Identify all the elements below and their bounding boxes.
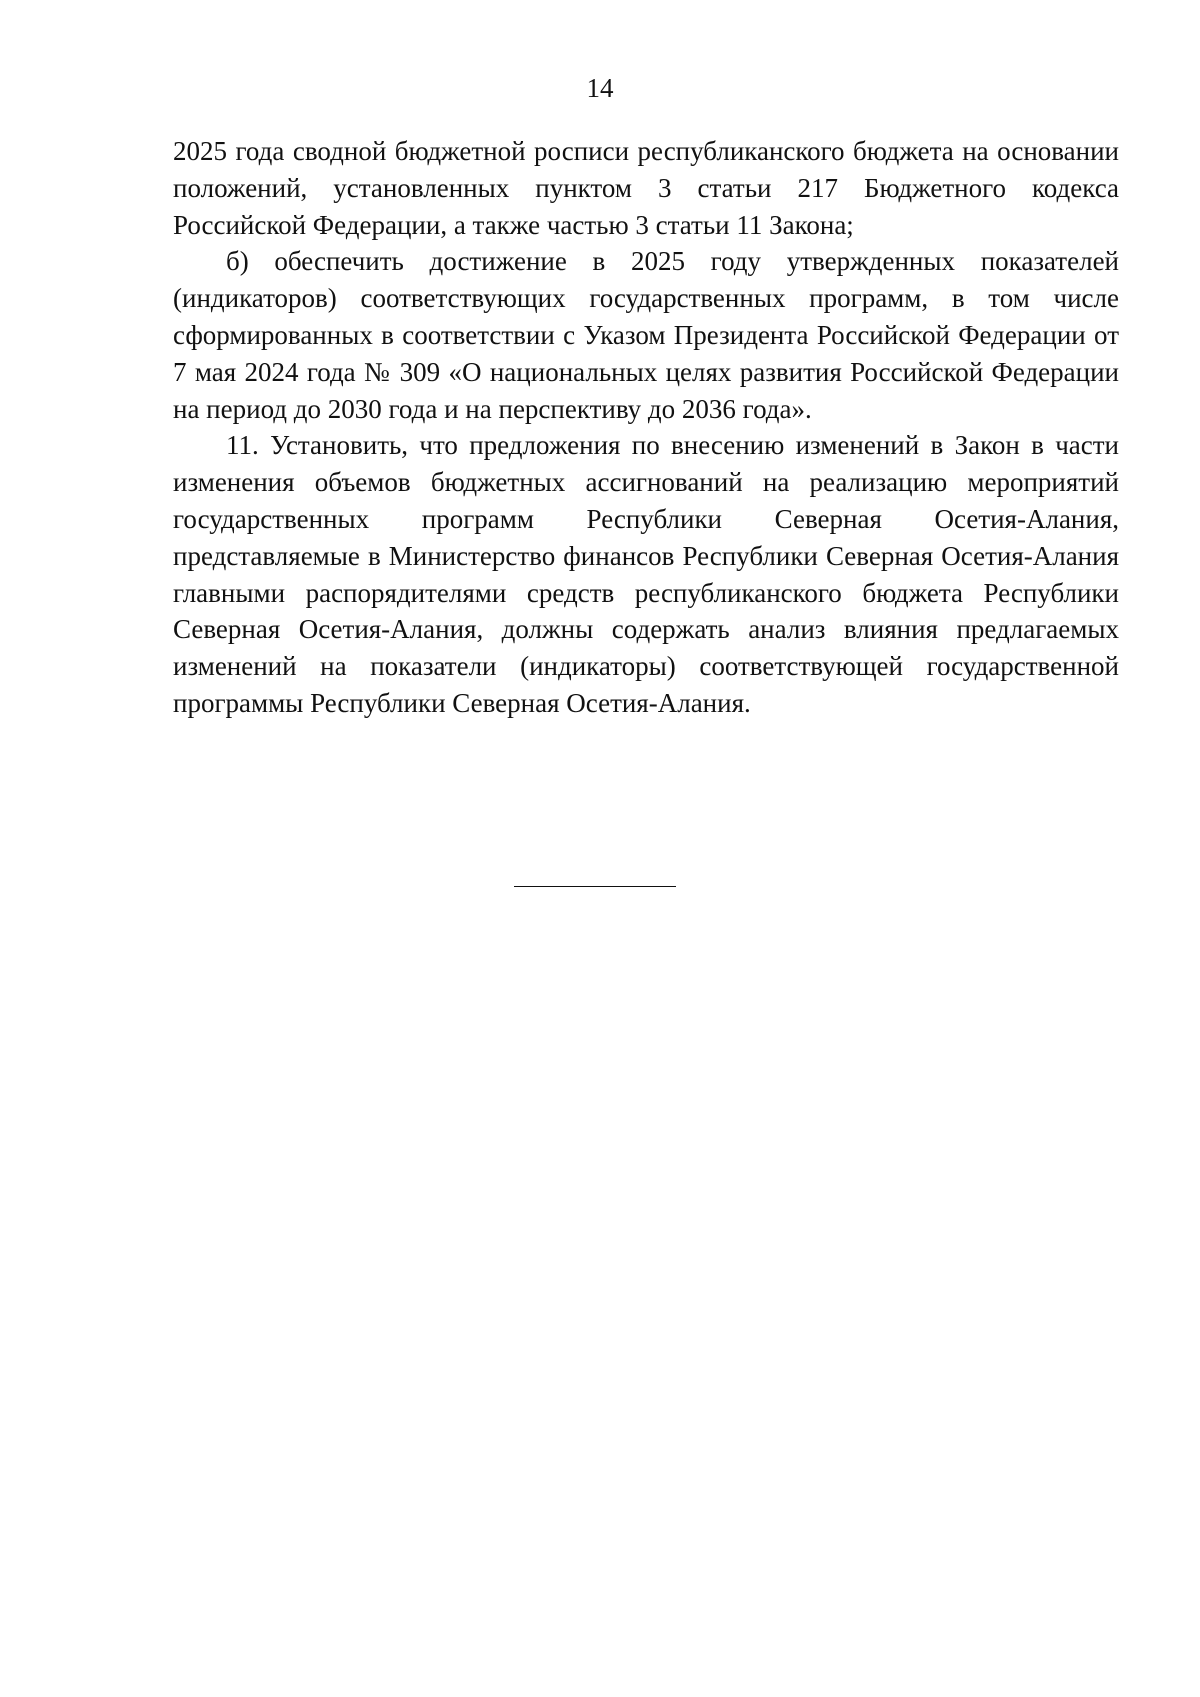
paragraph-item-b: б) обеспечить достижение в 2025 году утвержденных показателей (индикаторов) соответствующих государственных программ, в том числе сформированных в соответствии с Указом Президента Российской Федерации от 7 мая 2024 года № 309 «О национальных целях развития Российской Федерации на период до 2030 года и на перспективу до 2036 года».: [173, 246, 1119, 424]
end-separator-line: [514, 886, 676, 887]
paragraph-continuation: 2025 года сводной бюджетной росписи республиканского бюджета на основании положений, установленных пунктом 3 статьи 217 Бюджетного кодекса Российской Федерации, а также частью 3 статьи 11 Закона;: [173, 136, 1119, 240]
paragraph-item-11: 11. Установить, что предложения по внесению изменений в Закон в части изменения объемов бюджетных ассигнований на реализацию мероприятий государственных программ Республики Северная Осетия-Алания, представляемые в Министерство финансов Республики Северная Осетия-Алания главными распорядителями средств республиканского бюджета Республики Северная Осетия-Алания, должны содержать анализ влияния предлагаемых изменений на показатели (индикаторы) соответствующей государственной программы Республики Северная Осетия-Алания.: [173, 430, 1119, 718]
document-body: [173, 133, 1119, 722]
page-number: 14: [586, 73, 614, 103]
